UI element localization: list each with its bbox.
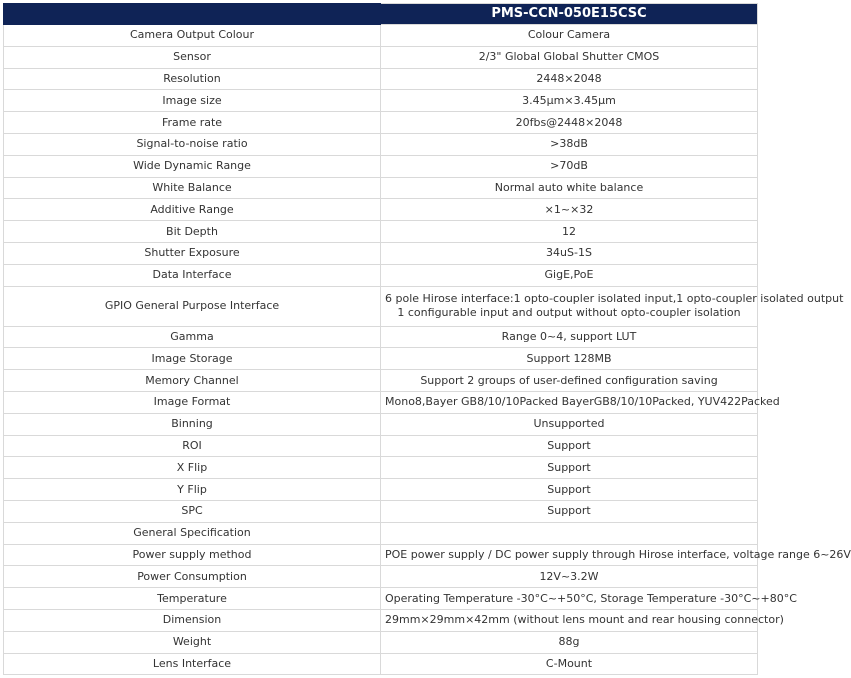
spec-label: Sensor [4,46,381,68]
spec-label: Weight [4,631,381,653]
spec-value: >70dB [381,155,758,177]
spec-label: Frame rate [4,112,381,134]
spec-value: >38dB [381,133,758,155]
table-row [4,348,758,370]
spec-value: 29mm×29mm×42mm (without lens mount and rear housing connector) [381,609,758,631]
table-row [4,457,758,479]
table-row [4,177,758,199]
spec-value [381,522,758,544]
spec-value: 88g [381,631,758,653]
table-row [4,133,758,155]
spec-value-line: 6 pole Hirose interface:1 opto-coupler isolated input,1 opto-coupler isolated output [385,292,844,306]
table-row [4,242,758,264]
table-row [4,90,758,112]
table-row [4,653,758,675]
spec-value: ×1~×32 [381,199,758,221]
spec-value: Support [381,479,758,501]
spec-value: Normal auto white balance [381,177,758,199]
spec-label: GPIO General Purpose Interface [4,286,381,326]
spec-label: Y Flip [4,479,381,501]
table-row [4,544,758,566]
table-row [4,391,758,413]
spec-label: Dimension [4,609,381,631]
header-row [4,4,758,25]
spec-value: C-Mount [381,653,758,675]
spec-value: 2448×2048 [381,68,758,90]
spec-value: Support [381,500,758,522]
spec-label: Image size [4,90,381,112]
spec-value: 20fbs@2448×2048 [381,112,758,134]
spec-value: Support [381,457,758,479]
table-row [4,631,758,653]
spec-label: Power Consumption [4,566,381,588]
spec-value: 2/3" Global Global Shutter CMOS [381,46,758,68]
spec-value: Unsupported [381,413,758,435]
spec-label: Resolution [4,68,381,90]
spec-label: Data Interface [4,264,381,286]
spec-label: Binning [4,413,381,435]
model-name-header: PMS-CCN-050E15CSC [381,4,758,25]
table-row [4,221,758,243]
table-row [4,155,758,177]
spec-label: SPC [4,500,381,522]
spec-value: 3.45μm×3.45μm [381,90,758,112]
table-row [4,199,758,221]
spec-label: Camera Output Colour [4,25,381,47]
table-row [4,46,758,68]
spec-value: Range 0~4, support LUT [381,326,758,348]
spec-value: 34uS-1S [381,242,758,264]
spec-label: ROI [4,435,381,457]
spec-label: Wide Dynamic Range [4,155,381,177]
table-row [4,522,758,544]
spec-label: Memory Channel [4,370,381,392]
spec-label: Power supply method [4,544,381,566]
spec-label: Bit Depth [4,221,381,243]
spec-value-line: 1 configurable input and output without opto-coupler isolation [397,306,741,320]
table-row [4,326,758,348]
table-row [4,435,758,457]
spec-value: Support [381,435,758,457]
spec-label: Temperature [4,588,381,610]
spec-label: Shutter Exposure [4,242,381,264]
spec-label: Lens Interface [4,653,381,675]
spec-value: Operating Temperature -30°C~+50°C, Storage Temperature -30°C~+80°C [381,588,758,610]
table-row [4,413,758,435]
table-row [4,370,758,392]
spec-value: Mono8,Bayer GB8/10/10Packed BayerGB8/10/10Packed, YUV422Packed [381,391,758,413]
spec-value: POE power supply / DC power supply through Hirose interface, voltage range 6~26V [381,544,758,566]
spec-label: X Flip [4,457,381,479]
spec-label: Signal-to-noise ratio [4,133,381,155]
table-row [4,286,758,326]
header-corner-cell [4,4,381,25]
table-row [4,500,758,522]
spec-value: Support 2 groups of user-defined configuration saving [381,370,758,392]
spec-table [3,3,851,675]
spec-label: White Balance [4,177,381,199]
table-row [4,609,758,631]
table-row [4,68,758,90]
spec-label: Gamma [4,326,381,348]
spec-value: Colour Camera [381,25,758,47]
table-row [4,25,758,47]
spec-label: Image Storage [4,348,381,370]
spec-value: 12 [381,221,758,243]
spec-label: Additive Range [4,199,381,221]
spec-value: 12V~3.2W [381,566,758,588]
spec-value [381,286,844,326]
spec-value: GigE,PoE [381,264,758,286]
spec-label: Image Format [4,391,381,413]
section-label: General Specification [4,522,381,544]
spec-value: Support 128MB [381,348,758,370]
table-row [4,112,758,134]
table-row [4,479,758,501]
table-row [4,566,758,588]
table-row [4,264,758,286]
spec-table-container [3,3,851,675]
table-row [4,588,758,610]
